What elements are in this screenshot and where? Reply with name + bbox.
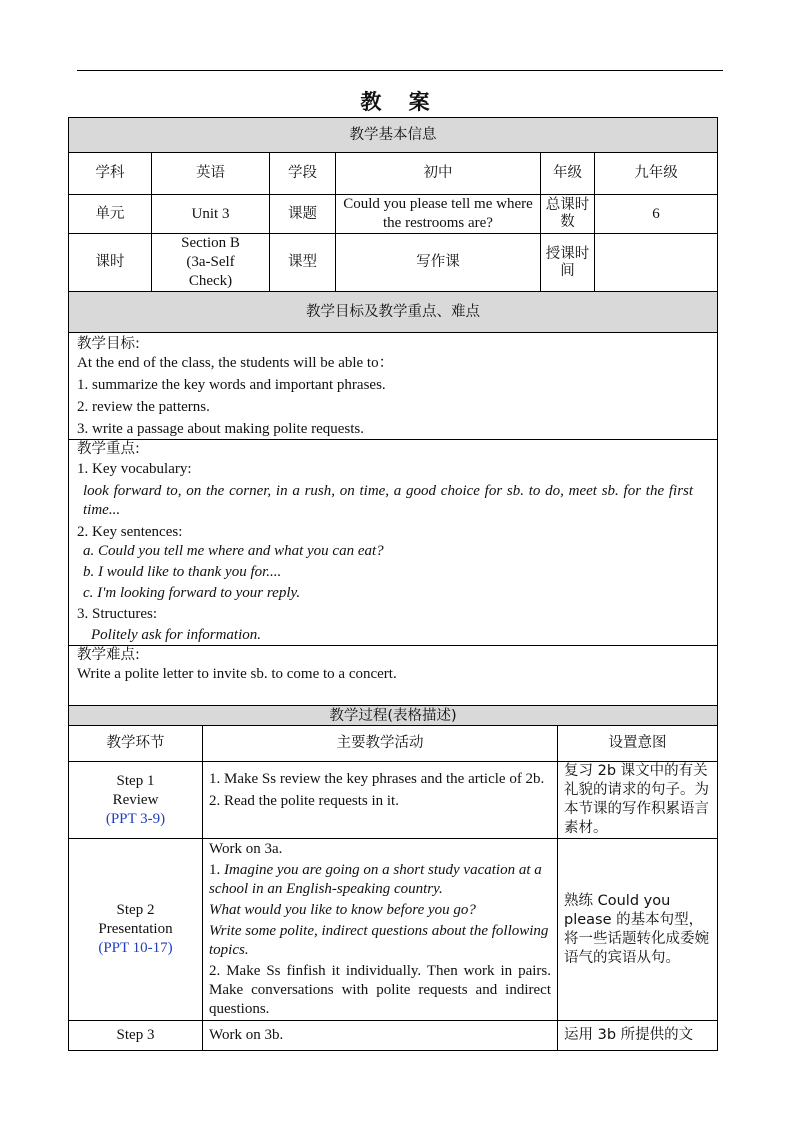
stage-value: 初中 — [336, 153, 541, 195]
key-sentence-item: c. I'm looking forward to your reply. — [83, 585, 301, 601]
step-ppt-range: (PPT 10-17) — [98, 940, 173, 956]
structures-text: Politely ask for information. — [91, 627, 261, 643]
step-number: Step 1 — [116, 772, 155, 789]
subject-label: 学科 — [69, 153, 152, 195]
objective-item: 2. review the patterns. — [77, 399, 210, 415]
subject-value: 英语 — [152, 153, 270, 195]
info-row-unit — [69, 195, 718, 234]
unit-value: Unit 3 — [152, 195, 270, 234]
step-activity-cell — [203, 839, 558, 1021]
difficulty-text: Write a polite letter to invite sb. to come to a concert. — [77, 666, 397, 682]
objective-item: 1. summarize the key words and important phrases. — [77, 377, 386, 393]
total-hours-value: 6 — [595, 195, 718, 234]
step-intent-cell: 运用 3b 所提供的文 — [558, 1021, 718, 1051]
key-points-cell — [69, 440, 718, 646]
step-name-cell — [69, 1021, 203, 1051]
activity-text: 2. Read the polite requests in it. — [209, 793, 399, 809]
process-step-row — [69, 839, 718, 1021]
header-rule — [77, 70, 723, 71]
step-title: Presentation — [98, 921, 173, 937]
info-row-period — [69, 234, 718, 292]
lesson-type-value: 写作课 — [336, 234, 541, 292]
stage-label: 学段 — [270, 153, 336, 195]
activity-text: 1. Make Ss review the key phrases and the article of 2b. — [209, 771, 545, 787]
process-header: 教学过程(表格描述) — [69, 706, 718, 726]
period-label: 课时 — [69, 234, 152, 292]
basic-info-table — [68, 117, 718, 714]
activity-text: 2. Make Ss finfish it individually. Then work in pairs. Make conversations with polite requests and indirect questions. — [209, 963, 551, 1017]
structures-title: 3. Structures: — [77, 606, 157, 622]
col-step-header: 教学环节 — [69, 726, 203, 762]
topic-value: Could you please tell me where the restrooms are? — [336, 195, 541, 234]
key-vocabulary-title: 1. Key vocabulary: — [77, 461, 192, 477]
teaching-time-label: 授课时间 — [541, 234, 595, 292]
activity-item — [209, 861, 551, 899]
process-column-headers — [69, 726, 718, 762]
period-value: Section B (3a-Self Check) — [152, 234, 270, 292]
basic-info-header: 教学基本信息 — [69, 118, 718, 153]
col-intent-header: 设置意图 — [558, 726, 718, 762]
objective-item: 3. write a passage about making polite requests. — [77, 421, 365, 437]
unit-label: 单元 — [69, 195, 152, 234]
activity-text: What would you like to know before you go? — [209, 902, 476, 918]
key-points-label: 教学重点: — [77, 441, 140, 457]
grade-value: 九年级 — [595, 153, 718, 195]
activity-number: 1. — [209, 862, 221, 878]
col-activity-header: 主要教学活动 — [203, 726, 558, 762]
objectives-intro: At the end of the class, the students will be able to： — [77, 355, 394, 371]
step-activity-cell — [203, 1021, 558, 1051]
teaching-time-value — [595, 234, 718, 292]
document-title: 教 案 — [360, 90, 440, 114]
process-step-row — [69, 762, 718, 839]
difficulty-label: 教学难点: — [77, 647, 140, 663]
total-hours-label: 总课时数 — [541, 195, 595, 234]
info-row-subject — [69, 153, 718, 195]
step-name-cell — [69, 762, 203, 839]
objectives-label: 教学目标: — [77, 336, 140, 352]
activity-text: Work on 3b. — [209, 1027, 284, 1043]
topic-label: 课题 — [270, 195, 336, 234]
step-number: Step 3 — [116, 1027, 155, 1043]
step-ppt-range: (PPT 3-9) — [105, 810, 166, 827]
process-table — [68, 705, 718, 1051]
goals-header: 教学目标及教学重点、难点 — [69, 292, 718, 333]
step-activity-cell — [203, 762, 558, 839]
difficulty-cell — [69, 646, 718, 714]
lesson-type-label: 课型 — [270, 234, 336, 292]
activity-text: Write some polite, indirect questions about the following topics. — [209, 923, 549, 958]
step-number: Step 2 — [116, 902, 155, 918]
key-vocabulary-text: look forward to, on the corner, in a rush, on time, a good choice for sb. to do, meet sb. for the first time... — [83, 483, 694, 518]
activity-text: Work on 3a. — [209, 841, 283, 857]
key-sentences-title: 2. Key sentences: — [77, 524, 183, 540]
step-intent-cell: 熟练 Could you please 的基本句型，将一些话题转化成委婉语气的宾语从句。 — [558, 839, 718, 1021]
step-name-cell — [69, 839, 203, 1021]
grade-label: 年级 — [541, 153, 595, 195]
key-sentence-item: a. Could you tell me where and what you can eat? — [83, 543, 384, 559]
step-intent-cell: 复习 2b 课文中的有关礼貌的请求的句子。为本节课的写作积累语言素材。 — [558, 762, 718, 839]
activity-text: Imagine you are going on a short study vacation at a school in an English-speaking country. — [209, 862, 542, 897]
key-sentence-item: b. I would like to thank you for.... — [83, 564, 282, 580]
objectives-cell — [69, 333, 718, 440]
process-step-row — [69, 1021, 718, 1051]
step-title: Review — [112, 791, 159, 808]
